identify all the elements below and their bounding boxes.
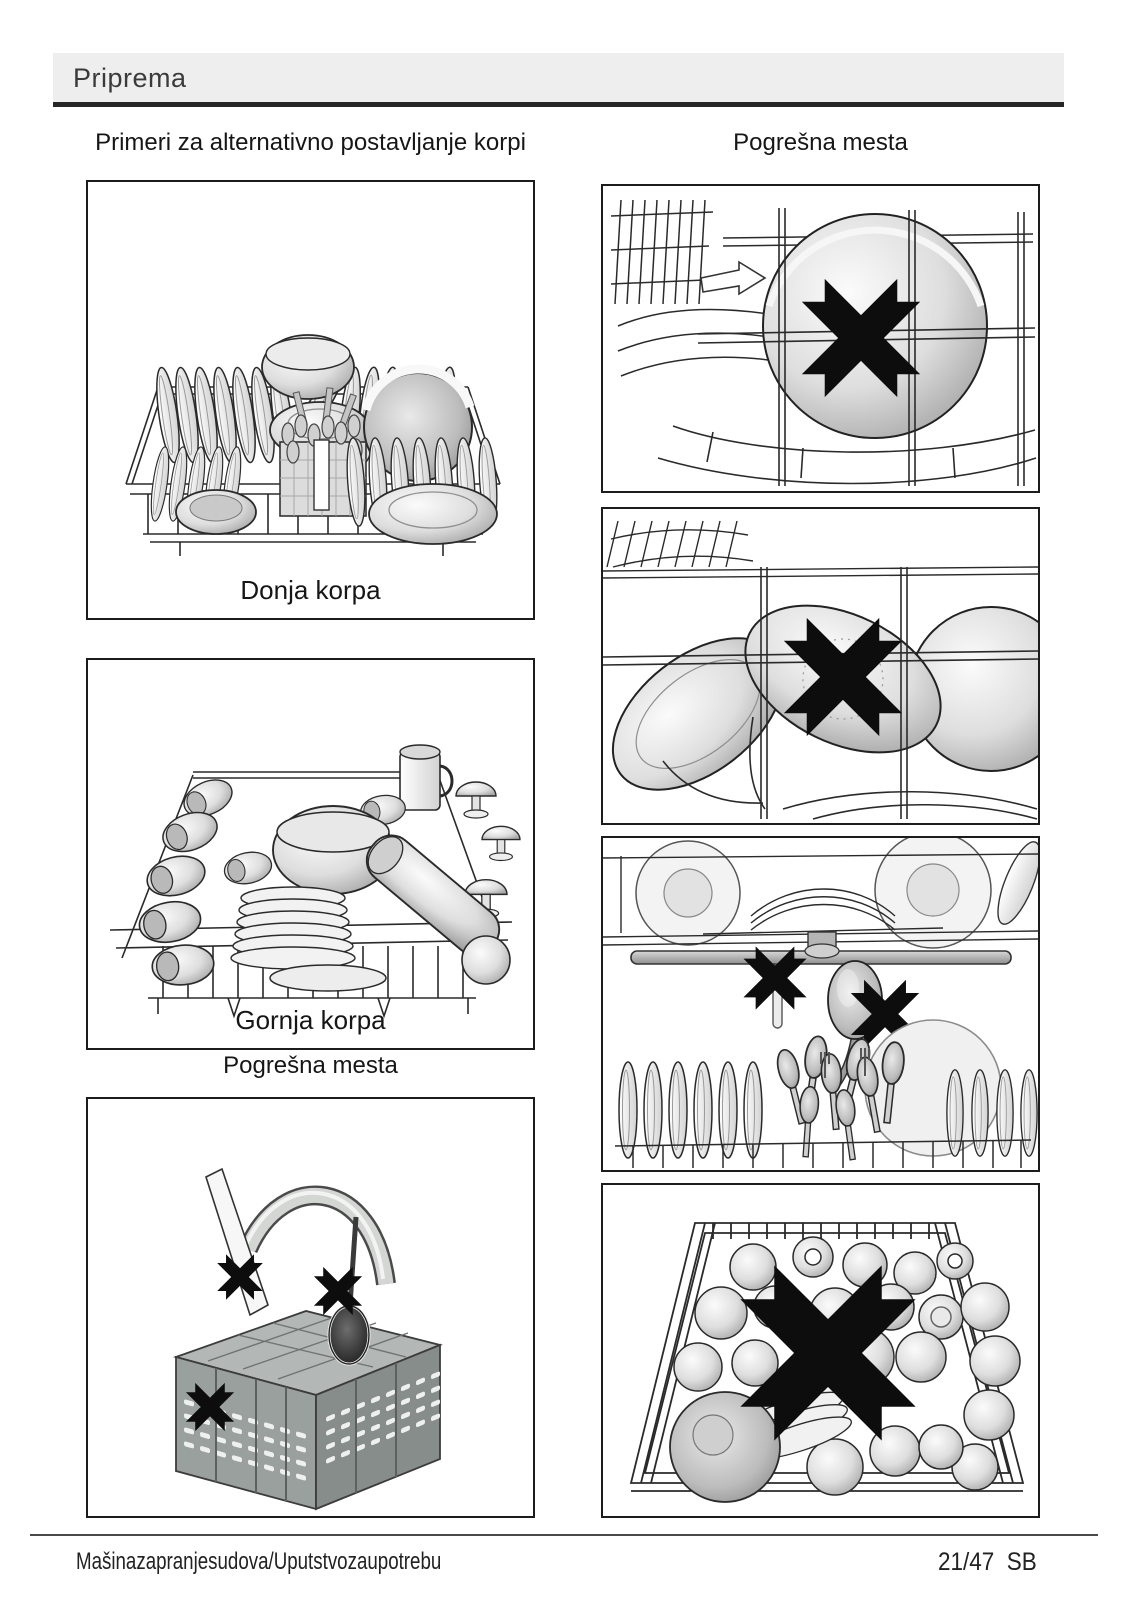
caption-lower-basket: Donja korpa bbox=[240, 575, 381, 605]
left-subheading-wrong-places: Pogrešna mesta bbox=[223, 1052, 398, 1079]
figure-upper-basket bbox=[86, 658, 535, 1050]
figure-wrong-overloaded bbox=[601, 1183, 1040, 1518]
caption-upper-basket: Gornja korpa bbox=[235, 1005, 386, 1035]
figure-wrong-bowls-tilted bbox=[601, 507, 1040, 825]
fold-shelf-arrow bbox=[701, 262, 765, 294]
section-title: Priprema bbox=[73, 63, 187, 93]
wrong-overloaded-illustration bbox=[603, 1185, 1038, 1516]
cutlery-basket-illustration bbox=[88, 1099, 533, 1516]
figure-wrong-bowl-rack bbox=[601, 184, 1040, 493]
figure-cutlery-basket-wrong bbox=[86, 1097, 535, 1518]
section-header bbox=[53, 53, 1064, 107]
saucer-stack bbox=[231, 887, 355, 969]
right-column-heading: Pogrešna mesta bbox=[733, 129, 908, 156]
left-column-heading: Primeri za alternativno postavljanje korpi bbox=[95, 129, 526, 156]
footer-page-number: 21/47 SB bbox=[938, 1548, 1037, 1576]
wrong-bowls-tilted-illustration bbox=[603, 509, 1038, 823]
lower-basket-illustration bbox=[88, 182, 533, 618]
upper-basket-illustration bbox=[88, 660, 533, 1048]
figure-lower-basket bbox=[86, 180, 535, 620]
wrong-spray-arm-illustration bbox=[603, 838, 1038, 1170]
figure-wrong-spray-arm-blocked bbox=[601, 836, 1040, 1172]
footer-document-title: Mašinazapranjesudova/Uputstvozaupotrebu bbox=[76, 1548, 442, 1575]
wrong-bowl-rack-illustration bbox=[603, 186, 1038, 491]
footer-rule bbox=[30, 1534, 1098, 1536]
mug bbox=[400, 745, 452, 810]
